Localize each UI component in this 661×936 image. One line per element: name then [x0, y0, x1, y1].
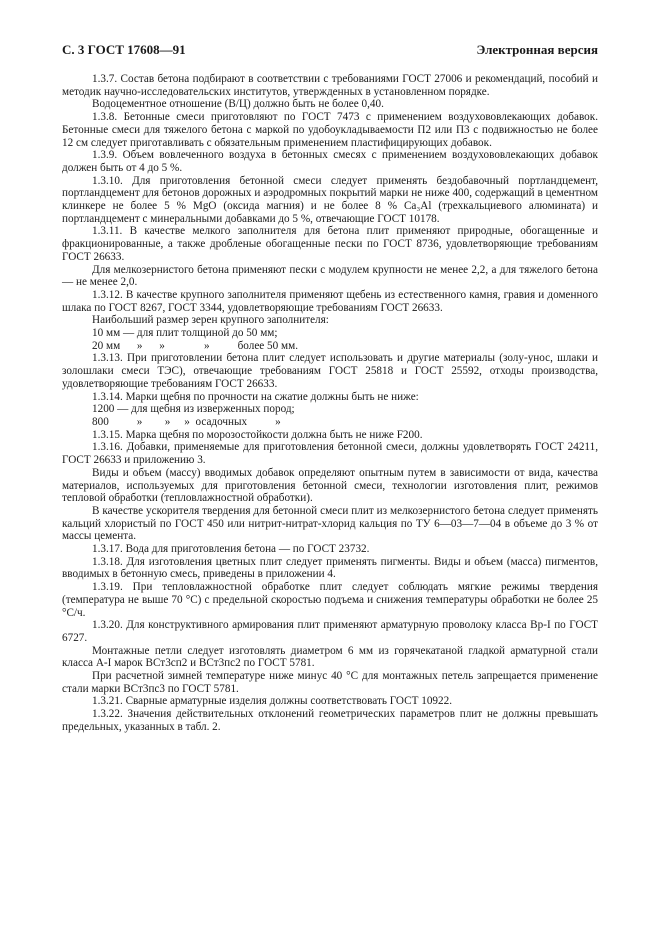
- grain-size-line-10mm: 10 мм — для плит толщиной до 50 мм;: [92, 327, 278, 340]
- crushed-stone-grade-800: 800 » » » осадочных »: [92, 415, 281, 428]
- paragraph-1-3-16: 1.3.16. Добавки, применяемые для приготовления бетонной смеси, должны удовлетворять ГОСТ 24211, ГОСТ 26633 и приложению 3.: [62, 441, 598, 467]
- paragraph-1-3-8: 1.3.8. Бетонные смеси приготовляют по ГОСТ 7473 с применением воздухововлекающих добавок. Бетонные смеси для тяжелого бетона с маркой по удобоукладываемости П2 или П3 с подвижностью не более 12 см следует приготавливать с обязательным применением пластифицирующих добавок.: [62, 111, 598, 149]
- header-electronic-version: Электронная версия: [476, 42, 598, 57]
- paragraph-mounting-loops: Монтажные петли следует изготовлять диаметром 6 мм из горячекатаной гладкой арматурной стали класса А-I марок ВСт3сп2 и ВСт3пс2 по ГОСТ 5781.: [62, 644, 598, 670]
- paragraph-additive-types: Виды и объем (массу) вводимых добавок определяют опытным путем в зависимости от вида, качества материалов, используемых для приготовления бетонной смеси, технологии изготовления плит, режимов тепловой обработки (тепловлажностной обработки).: [62, 466, 598, 505]
- document-page: [62, 42, 598, 734]
- paragraph-1-3-7: 1.3.7. Состав бетона подбирают в соответствии с требованиями ГОСТ 27006 и рекомендаций, пособий и методик научно-исследовательских институтов, утвержденных в установленном порядке.: [62, 73, 598, 98]
- grain-size-line-20mm: 20 мм » » » более 50 мм.: [92, 339, 299, 352]
- paragraph-1-3-15: 1.3.15. Марка щебня по морозостойкости должна быть не ниже F200.: [92, 428, 423, 441]
- paragraph-1-3-14: 1.3.14. Марки щебня по прочности на сжатие должны быть не ниже:: [92, 390, 419, 403]
- paragraph-1-3-10: 1.3.10. Для приготовления бетонной смеси следует применять бездобавочный портландцемент, портландцемент для бетонов дорожных и аэродромных покрытий марки не ниже 400, содержащий в цементном клинкере не более 5 % MgO (оксида магния) и не более 8 % Ca₃Al (трехкальциевого алюмината) и портландцемент с минеральными добавками до 5 %, отвечающие ГОСТ 10178.: [62, 174, 598, 225]
- paragraph-1-3-17: 1.3.17. Вода для приготовления бетона — по ГОСТ 23732.: [92, 543, 370, 556]
- crushed-stone-grade-1200: 1200 — для щебня из изверженных пород;: [92, 403, 295, 416]
- paragraph-max-grain-size: Наибольший размер зерен крупного заполнителя:: [92, 314, 329, 327]
- paragraph-winter-temperature: При расчетной зимней температуре ниже минус 40 °С для монтажных петель запрещается применение стали марки ВСт3пс3 по ГОСТ 5781.: [62, 670, 598, 695]
- paragraph-water-cement-ratio: Водоцементное отношение (В/Ц) должно быть не более 0,40.: [92, 98, 384, 111]
- paragraph-1-3-19: 1.3.19. При тепловлажностной обработке плит следует соблюдать мягкие режимы твердения (температура не выше 70 °С) с предельной скоростью подъема и снижения температуры обработки не более 25 °С/ч.: [62, 581, 598, 619]
- paragraph-1-3-9: 1.3.9. Объем вовлеченного воздуха в бетонных смесях с применением воздухововлекающих добавок должен быть от 4 до 5 %.: [62, 149, 598, 174]
- paragraph-1-3-20: 1.3.20. Для конструктивного армирования плит применяют арматурную проволоку класса Вр-I по ГОСТ 6727.: [62, 619, 598, 644]
- paragraph-1-3-18: 1.3.18. Для изготовления цветных плит следует применять пигменты. Виды и объем (масса) пигментов, вводимых в бетонную смесь, приведены в приложении 4.: [62, 555, 598, 581]
- paragraph-1-3-12: 1.3.12. В качестве крупного заполнителя применяют щебень из естественного камня, гравия и доменного шлака по ГОСТ 8267, ГОСТ 3344, удовлетворяющие требованиям ГОСТ 26633.: [62, 288, 598, 314]
- paragraph-accelerator: В качестве ускорителя твердения для бетонной смеси плит из мелкозернистого бетона следует применять кальций хлористый по ГОСТ 450 или нитрит-нитрат-хлорид кальция по ТУ 6—03—7—04 в объеме до 3 % от массы цемента.: [62, 504, 598, 543]
- document-body: [62, 73, 598, 734]
- header-standard-number: С. 3 ГОСТ 17608—91: [62, 42, 186, 57]
- paragraph-1-3-13: 1.3.13. При приготовлении бетона плит следует использовать и другие материалы (золу-унос, шлаки и золошлаки смеси ТЭС), отвечающие требованиям ГОСТ 25818 и ГОСТ 25592, отходы производства, удовлетворяющие требованиям ГОСТ 26633.: [62, 352, 598, 390]
- paragraph-1-3-22: 1.3.22. Значения действительных отклонений геометрических параметров плит не должны превышать предельных, указанных в табл. 2.: [62, 708, 598, 733]
- paragraph-fine-sand: Для мелкозернистого бетона применяют пески с модулем крупности не менее 2,2, а для тяжелого бетона — не менее 2,0.: [62, 263, 598, 289]
- page-header: [62, 42, 598, 64]
- paragraph-1-3-21: 1.3.21. Сварные арматурные изделия должны соответствовать ГОСТ 10922.: [92, 695, 452, 708]
- paragraph-1-3-11: 1.3.11. В качестве мелкого заполнителя для бетона плит применяют природные, обогащенные и фракционированные, а также дробленые обогащенные пески по ГОСТ 8736, удовлетворяющие требованиям ГОСТ 26633.: [62, 225, 598, 263]
